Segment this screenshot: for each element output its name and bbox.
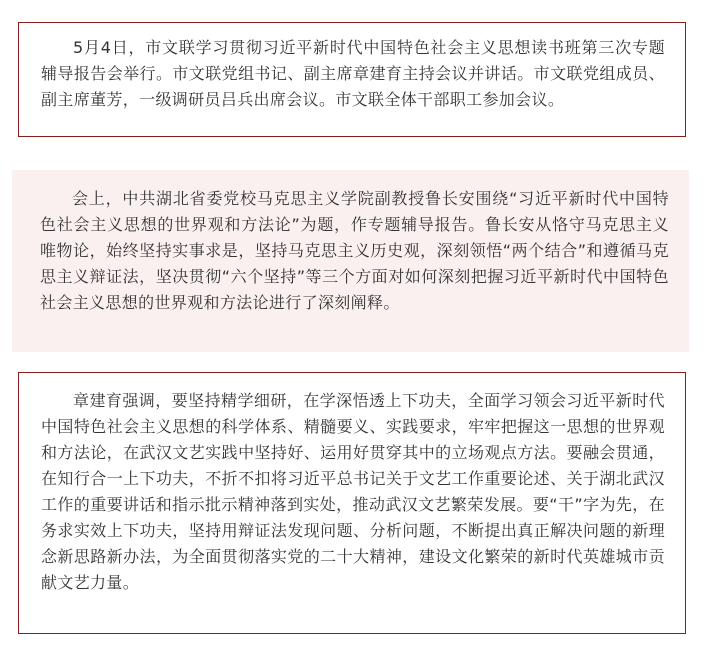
paragraph-leader-remarks: 章建育强调，要坚持精学细研，在学深悟透上下功夫，全面学习领会习近平新时代中国特色社会主义思想的科学体系、精髓要义、实践要求，牢牢把握这一思想的世界观和方法论，在武汉文艺实践中坚持好、运用好贯穿其中的立场观点方法。要融会贯通，在知行合一上下功夫，不折不扣将习近平总书记关于文艺工作重要论述、关于湖北武汉工作的重要讲话和指示批示精神落到实处，推动武汉文艺繁荣发展。要“干”字为先，在务求实效上下功夫，坚持用辩证法发现问题、分析问题，不断提出真正解决问题的新理念新思路新办法，为全面贯彻落实党的二十大精神，建设文化繁荣的新时代英雄城市贡献文艺力量。 <box>41 391 665 592</box>
paragraph-lecture-report: 会上，中共湖北省委党校马克思主义学院副教授鲁长安围绕“习近平新时代中国特色社会主义思想的世界观和方法论”为题，作专题辅导报告。鲁长安从恪守马克思主义唯物论，始终坚持实事求是，坚持马克思主义历史观，深刻领悟“两个结合”和遵循马克思主义辩证法，坚决贯彻“六个坚持”等三个方面对如何深刻把握习近平新时代中国特色社会主义思想的世界观和方法论进行了深刻阐释。 <box>40 189 669 312</box>
paragraph-box-leader-remarks <box>18 372 686 634</box>
paragraph-box-lecture-report <box>12 170 689 352</box>
paragraph-box-meeting-intro <box>18 22 686 137</box>
paragraph-meeting-intro: 5月4日，市文联学习贯彻习近平新时代中国特色社会主义思想读书班第三次专题辅导报告会举行。市文联党组书记、副主席章建育主持会议并讲话。市文联党组成员、副主席董芳，一级调研员吕兵出席会议。市文联全体干部职工参加会议。 <box>41 38 665 109</box>
